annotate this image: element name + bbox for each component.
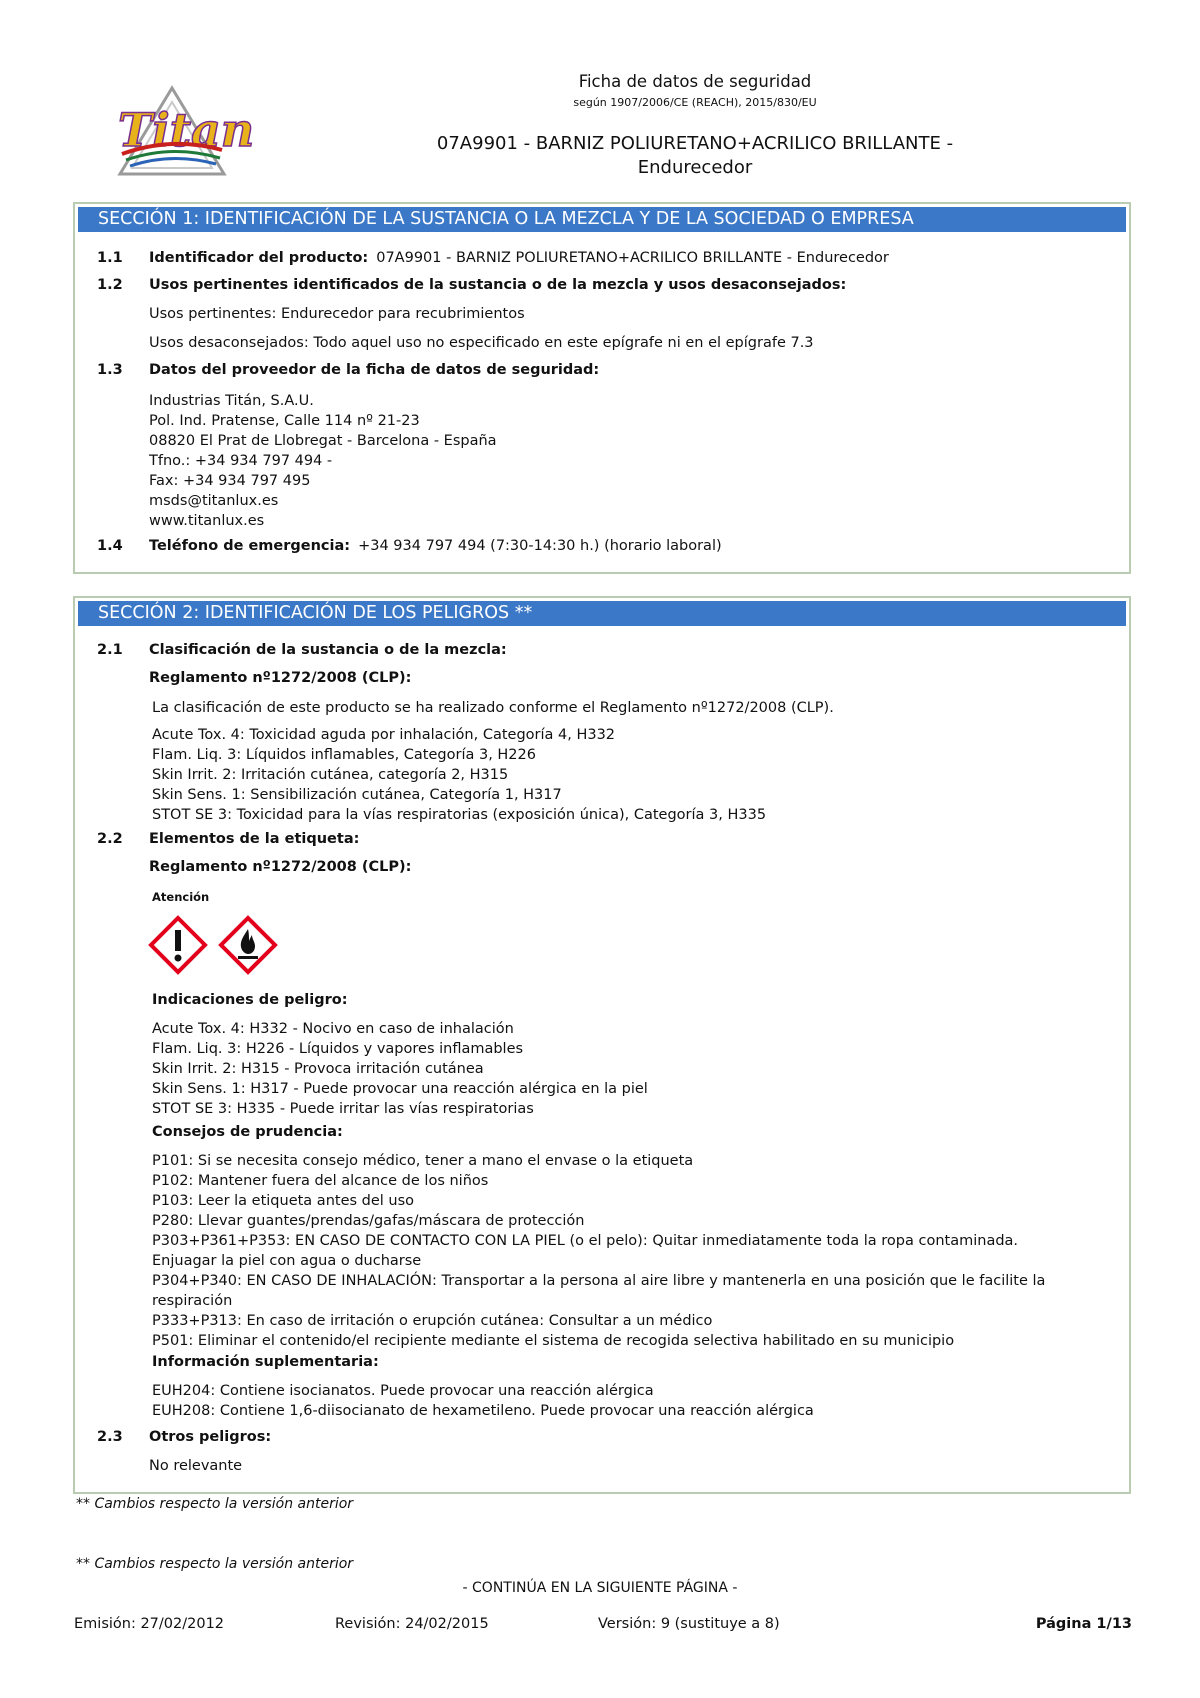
supplier-line: Fax: +34 934 797 495 [149, 473, 311, 489]
section-2-header: SECCIÓN 2: IDENTIFICACIÓN DE LOS PELIGROS ** [78, 601, 1126, 626]
supplier-line: Pol. Ind. Pratense, Calle 114 nº 21-23 [149, 413, 420, 429]
other-hazards-label: Otros peligros: [149, 1429, 272, 1445]
section-2 [73, 596, 1131, 1494]
classification-list [152, 725, 766, 825]
precautionary-statement: P101: Si se necesita consejo médico, tener a mano el envase o la etiqueta [152, 1153, 694, 1169]
version: Versión: 9 (sustituye a 8) [598, 1616, 780, 1632]
titan-logo [112, 84, 255, 180]
classification-intro: La clasificación de este producto se ha realizado conforme el Reglamento nº1272/2008 (CLP). [152, 700, 834, 716]
section-1-header: SECCIÓN 1: IDENTIFICACIÓN DE LA SUSTANCIA O LA MEZCLA Y DE LA SOCIEDAD O EMPRESA [78, 207, 1126, 232]
label-text: Identificador del producto: [149, 250, 369, 266]
hazard-statements-title: Indicaciones de peligro: [152, 992, 348, 1008]
classification-item: STOT SE 3: Toxicidad para la vías respiratorias (exposición única), Categoría 3, H335 [152, 807, 767, 823]
supplier-email: msds@titanlux.es [149, 493, 279, 509]
precautionary-statement: P303+P361+P353: EN CASO DE CONTACTO CON LA PIEL (o el pelo): Quitar inmediatamente toda la ropa contaminada. [152, 1233, 1019, 1249]
hazard-statements-list [152, 1019, 648, 1119]
product-identifier-value: 07A9901 - BARNIZ POLIURETANO+ACRILICO BRILLANTE - Endurecedor [376, 250, 889, 266]
precautionary-statement: P501: Eliminar el contenido/el recipiente mediante el sistema de recogida selectiva habilitado en su municipio [152, 1333, 955, 1349]
regulation-label: Reglamento nº1272/2008 (CLP): [149, 670, 412, 686]
signal-word: Atención [152, 890, 210, 904]
hazard-statement: Skin Irrit. 2: H315 - Provoca irritación cutánea [152, 1061, 484, 1077]
classification-item: Acute Tox. 4: Toxicidad aguda por inhalación, Categoría 4, H332 [152, 727, 616, 743]
uses-advised-against: Usos desaconsejados: Todo aquel uso no especificado en este epígrafe ni en el epígrafe 7.3 [149, 335, 814, 351]
emergency-phone-label [149, 538, 722, 554]
issue-date: Emisión: 27/02/2012 [74, 1616, 225, 1632]
precautionary-statement: P102: Mantener fuera del alcance de los niños [152, 1173, 489, 1189]
precautionary-statement: P103: Leer la etiqueta antes del uso [152, 1193, 415, 1209]
supplementary-info-list [152, 1381, 814, 1421]
item-number: 1.1 [97, 250, 123, 266]
emergency-phone-value: +34 934 797 494 (7:30-14:30 h.) (horario laboral) [358, 538, 722, 554]
continues-next-page: - CONTINÚA EN LA SIGUIENTE PÁGINA - [462, 1580, 738, 1596]
hazard-statement: Acute Tox. 4: H332 - Nocivo en caso de inhalación [152, 1021, 514, 1037]
precautionary-statement: P304+P340: EN CASO DE INHALACIÓN: Transportar a la persona al aire libre y mantenerla en una posición que le facilite la [152, 1273, 1046, 1289]
document-subtitle: según 1907/2006/CE (REACH), 2015/830/EU [573, 96, 817, 109]
item-number: 2.3 [97, 1429, 123, 1445]
item-number: 1.2 [97, 277, 123, 293]
classification-item: Skin Irrit. 2: Irritación cutánea, categoría 2, H315 [152, 767, 509, 783]
item-number: 1.3 [97, 362, 123, 378]
supplier-line: Tfno.: +34 934 797 494 - [149, 453, 333, 469]
page-number: Página 1/13 [1035, 1616, 1132, 1632]
supplier-line: 08820 El Prat de Llobregat - Barcelona - España [149, 433, 497, 449]
hazard-statement: Skin Sens. 1: H317 - Puede provocar una reacción alérgica en la piel [152, 1081, 648, 1097]
hazard-statement: Flam. Liq. 3: H226 - Líquidos y vapores inflamables [152, 1041, 524, 1057]
label-elements-label: Elementos de la etiqueta: [149, 831, 360, 847]
supplementary-statement: EUH208: Contiene 1,6-diisocianato de hexametileno. Puede provocar una reacción alérgica [152, 1403, 814, 1419]
precautionary-statement: respiración [152, 1293, 233, 1309]
product-title [300, 132, 1090, 180]
precautionary-statement: P280: Llevar guantes/prendas/gafas/máscara de protección [152, 1213, 585, 1229]
section-1 [73, 202, 1131, 574]
precautionary-list [152, 1151, 1045, 1351]
classification-label: Clasificación de la sustancia o de la mezcla: [149, 642, 507, 658]
item-number: 1.4 [97, 538, 123, 554]
changes-note: ** Cambios respecto la versión anterior [76, 1496, 354, 1512]
precautionary-statement: P333+P313: En caso de irritación o erupción cutánea: Consultar a un médico [152, 1313, 713, 1329]
item-number: 2.2 [97, 831, 123, 847]
supplier-website: www.titanlux.es [149, 513, 265, 529]
precautionary-title: Consejos de prudencia: [152, 1124, 343, 1140]
item-number: 2.1 [97, 642, 123, 658]
classification-item: Skin Sens. 1: Sensibilización cutánea, Categoría 1, H317 [152, 787, 562, 803]
document-title: Ficha de datos de seguridad [578, 72, 812, 91]
flame-icon [219, 916, 277, 974]
exclamation-mark-icon [149, 916, 207, 974]
other-hazards-value: No relevante [149, 1458, 243, 1474]
regulation-label: Reglamento nº1272/2008 (CLP): [149, 859, 412, 875]
changes-note: ** Cambios respecto la versión anterior [76, 1556, 354, 1572]
uses-label: Usos pertinentes identificados de la sustancia o de la mezcla y usos desaconsejados: [149, 277, 847, 293]
logo-text: Titan [118, 103, 255, 157]
classification-item: Flam. Liq. 3: Líquidos inflamables, Categoría 3, H226 [152, 747, 536, 763]
revision-date: Revisión: 24/02/2015 [335, 1616, 489, 1632]
supplier-label: Datos del proveedor de la ficha de datos de seguridad: [149, 362, 600, 378]
relevant-uses: Usos pertinentes: Endurecedor para recubrimientos [149, 306, 525, 322]
product-title-line1: 07A9901 - BARNIZ POLIURETANO+ACRILICO BRILLANTE - [436, 133, 954, 154]
supplementary-statement: EUH204: Contiene isocianatos. Puede provocar una reacción alérgica [152, 1383, 654, 1399]
precautionary-statement: Enjuagar la piel con agua o ducharse [152, 1253, 422, 1269]
label-text: Teléfono de emergencia: [149, 538, 351, 554]
supplier-details [149, 391, 497, 531]
hazard-statement: STOT SE 3: H335 - Puede irritar las vías respiratorias [152, 1101, 534, 1117]
supplementary-info-title: Información suplementaria: [152, 1354, 379, 1370]
product-identifier-label [149, 250, 889, 266]
supplier-line: Industrias Titán, S.A.U. [149, 393, 314, 409]
product-title-line2: Endurecedor [637, 157, 753, 178]
